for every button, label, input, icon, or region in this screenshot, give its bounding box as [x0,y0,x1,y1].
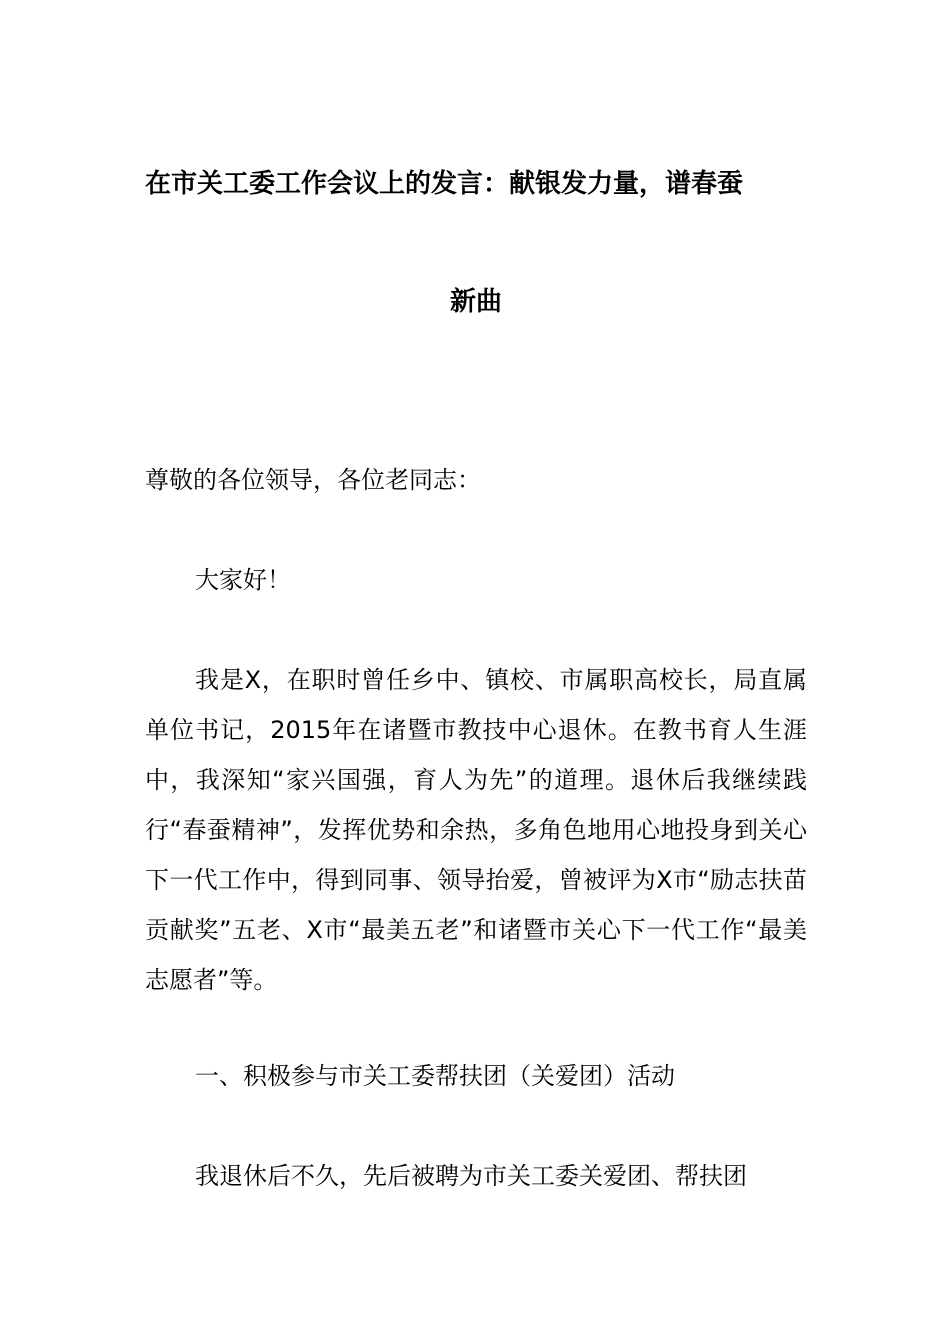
section-paragraph: 我退休后不久，先后被聘为市关工委关爱团、帮扶团 [195,1162,747,1190]
section-heading: 一、积极参与市关工委帮扶团（关爱团）活动 [195,1062,675,1090]
salutation: 尊敬的各位领导，各位老同志： [145,466,481,494]
greeting: 大家好！ [195,566,291,594]
document-title-line-2: 新曲 [449,287,502,317]
document-title-line-1: 在市关工委工作会议上的发言：献银发力量，谱春蚕 [145,169,744,199]
intro-paragraph: 我是X，在职时曾任乡中、镇校、市属职高校长，局直属单位书记，2015年在诸暨市教技中心退休。在教书育人生涯中，我深知“家兴国强，育人为先”的道理。退休后我继续践行“春蚕精神”，发挥优势和余热，多角色地用心地投身到关心下一代工作中，得到同事、领导抬爱，曾被评为X市“励志扶苗贡献奖”五老、X市“最美五老”和诸暨市关心下一代工作“最美志愿者”等。 [145,666,807,994]
